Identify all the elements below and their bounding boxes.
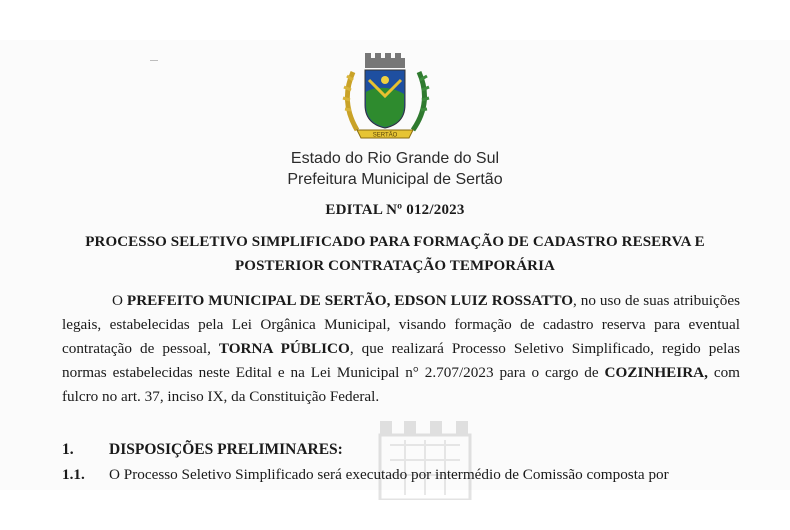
intro-text-3: , que realizará Processo Seletivo Simplificado, regido pelas normas estabelecidas neste Edital e na Lei Municipal n° 2.707/2023 para o cargo de bbox=[62, 340, 740, 381]
torna-publico: TORNA PÚBLICO bbox=[218, 340, 350, 357]
section-item bbox=[62, 466, 740, 486]
crest-watermark-icon bbox=[350, 415, 500, 500]
municipal-crest-icon bbox=[335, 50, 435, 142]
prefecture-name: Prefeitura Municipal de Sertão bbox=[287, 171, 503, 188]
section-heading bbox=[62, 441, 343, 459]
scan-mark bbox=[150, 60, 158, 61]
intro-text-2: , no uso de suas atribuições legais, estabelecidas pela Lei Orgânica Municipal, visando formação de cadastro reserva para eventual contratação de pessoal, bbox=[62, 292, 741, 357]
state-name: Estado do Rio Grande do Sul bbox=[290, 150, 500, 167]
edital-subtitle: PROCESSO SELETIVO SIMPLIFICADO PARA FORMAÇÃO DE CADASTRO RESERVA E POSTERIOR CONTRATAÇÃO TEMPORÁRIA bbox=[85, 234, 705, 274]
edital-title: EDITAL Nº 012/2023 bbox=[325, 202, 465, 218]
item-number: 1.1. bbox=[62, 466, 85, 483]
item-text: O Processo Seletivo Simplificado será executado por intermédio de Comissão composta por bbox=[109, 466, 669, 483]
intro-paragraph bbox=[62, 289, 740, 409]
mayor-name: PREFEITO MUNICIPAL DE SERTÃO, EDSON LUIZ ROSSATTO bbox=[126, 292, 574, 309]
intro-text-1: O bbox=[112, 292, 127, 309]
job-title: COZINHEIRA, bbox=[604, 364, 708, 381]
section-title: DISPOSIÇÕES PRELIMINARES: bbox=[109, 441, 343, 458]
intro-text-4: com fulcro no art. 37, inciso IX, da Constituição Federal. bbox=[62, 364, 740, 405]
section-number: 1. bbox=[62, 441, 74, 458]
svg-text:SERTÃO: SERTÃO bbox=[372, 132, 398, 139]
